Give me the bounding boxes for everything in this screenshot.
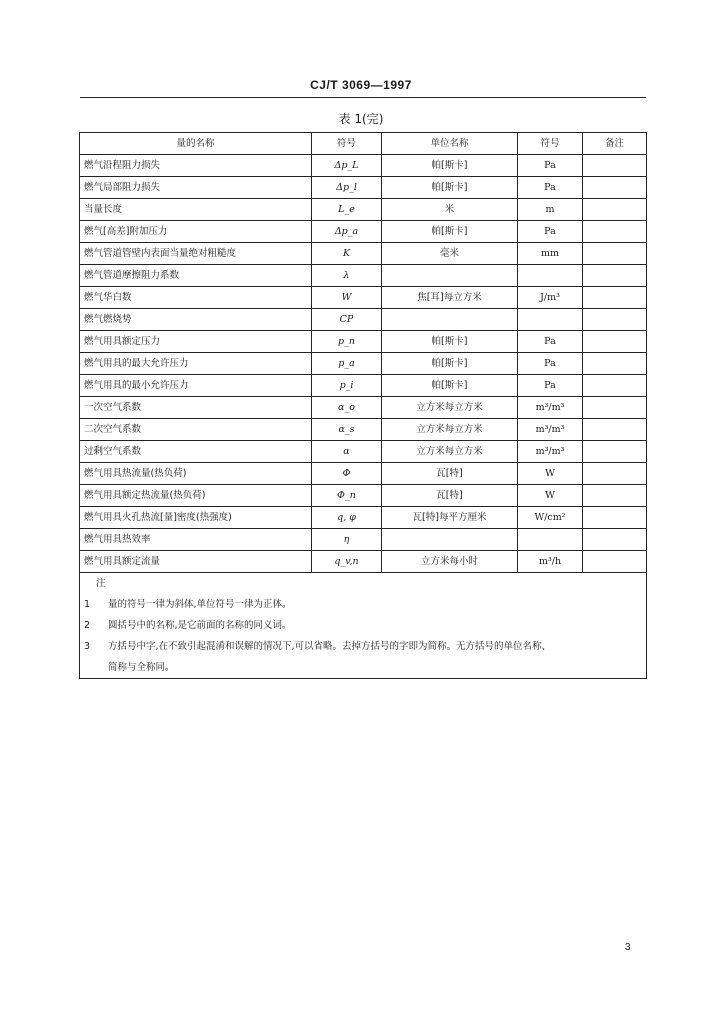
quantity-name-cell: 二次空气系数 [80,419,312,441]
unit-symbol-cell: W [518,463,583,485]
unit-symbol-cell: m³/m³ [518,419,583,441]
quantity-symbol-cell: CP [312,309,382,331]
quantity-name-cell: 燃气用具热流量(热负荷) [80,463,312,485]
note-item [84,636,642,657]
table-row [80,199,647,221]
table-row [80,309,647,331]
quantity-symbol-cell: q, φ [312,507,382,529]
quantity-name-cell: 燃气用具额定热流量(热负荷) [80,485,312,507]
unit-symbol-cell: Pa [518,353,583,375]
unit-name-cell: 瓦[特]每平方厘米 [382,507,518,529]
quantity-symbol-cell: η [312,529,382,551]
quantity-symbol-cell: α_s [312,419,382,441]
table-body [80,155,647,573]
unit-name-cell: 立方米每小时 [382,551,518,573]
quantity-name-cell: 燃气用具额定压力 [80,331,312,353]
unit-symbol-cell: m³/h [518,551,583,573]
unit-symbol-cell: W [518,485,583,507]
table-row [80,441,647,463]
remark-cell [583,375,647,397]
remark-cell [583,463,647,485]
unit-name-cell: 帕[斯卡] [382,375,518,397]
remark-cell [583,507,647,529]
table-row [80,419,647,441]
table-row [80,551,647,573]
quantity-symbol-cell: Δp_l [312,177,382,199]
unit-symbol-cell: Pa [518,221,583,243]
table-row [80,155,647,177]
quantity-symbol-cell: Δp_a [312,221,382,243]
unit-name-cell: 立方米每立方米 [382,397,518,419]
remark-cell [583,287,647,309]
quantity-symbol-cell: Δp_L [312,155,382,177]
unit-name-cell: 帕[斯卡] [382,221,518,243]
quantity-name-cell: 燃气用具热效率 [80,529,312,551]
column-header-quantity-symbol: 符号 [312,133,382,155]
quantity-symbol-cell: Φ_n [312,485,382,507]
unit-name-cell: 立方米每立方米 [382,441,518,463]
unit-name-cell: 焦[耳]每立方米 [382,287,518,309]
remark-cell [583,441,647,463]
quantity-name-cell: 燃气管道管壁内表面当量绝对粗糙度 [80,243,312,265]
table-row [80,463,647,485]
quantity-name-cell: 燃气华白数 [80,287,312,309]
unit-name-cell [382,265,518,287]
note-text: 量的符号一律为斜体,单位符号一律为正体。 [108,599,292,610]
table-row [80,221,647,243]
unit-symbol-cell: W/cm² [518,507,583,529]
table-row [80,265,647,287]
unit-symbol-cell: Pa [518,177,583,199]
unit-name-cell [382,529,518,551]
remark-cell [583,265,647,287]
remark-cell [583,177,647,199]
table-header-row [80,133,647,155]
unit-symbol-cell: m³/m³ [518,397,583,419]
quantity-name-cell: 一次空气系数 [80,397,312,419]
quantity-symbol-cell: α_o [312,397,382,419]
remark-cell [583,221,647,243]
quantity-name-cell: 过剩空气系数 [80,441,312,463]
unit-symbol-cell: m [518,199,583,221]
note-number: 1 [84,599,91,610]
note-number: 2 [84,620,91,631]
quantity-name-cell: 燃气局部阻力损失 [80,177,312,199]
remark-cell [583,551,647,573]
notes-title: 注 [96,578,106,589]
unit-symbol-cell: m³/m³ [518,441,583,463]
unit-name-cell: 帕[斯卡] [382,177,518,199]
column-header-quantity-name: 量的名称 [80,133,312,155]
quantity-symbol-cell: Φ [312,463,382,485]
note-text: 圆括号中的名称,是它前面的名称的同义词。 [108,620,292,631]
note-item [84,594,642,615]
remark-cell [583,155,647,177]
table-row [80,375,647,397]
unit-name-cell: 米 [382,199,518,221]
quantity-name-cell: 燃气用具额定流量 [80,551,312,573]
unit-symbol-cell: Pa [518,375,583,397]
table-row [80,243,647,265]
table-row [80,353,647,375]
quantity-symbol-cell: L_e [312,199,382,221]
unit-symbol-cell [518,265,583,287]
remark-cell [583,419,647,441]
quantity-symbol-cell: p_n [312,331,382,353]
page-number: 3 [625,942,631,953]
remark-cell [583,331,647,353]
quantity-name-cell: 燃气管道摩擦阻力系数 [80,265,312,287]
table-row [80,485,647,507]
unit-name-cell: 立方米每立方米 [382,419,518,441]
unit-name-cell: 瓦[特] [382,485,518,507]
remark-cell [583,199,647,221]
unit-symbol-cell: Pa [518,331,583,353]
quantity-name-cell: 当量长度 [80,199,312,221]
unit-symbol-cell [518,309,583,331]
unit-name-cell [382,309,518,331]
standard-code-header: CJ/T 3069—1997 [310,78,412,92]
remark-cell [583,397,647,419]
note-continuation: 简称与全称同。 [108,662,175,673]
unit-symbol-cell: J/m³ [518,287,583,309]
quantity-name-cell: 燃气用具火孔热流[量]密度(热强度) [80,507,312,529]
note-text: 方括号中字,在不致引起混淆和误解的情况下,可以省略。去掉方括号的字即为简称。无方括号的单位名称、 [108,641,552,652]
column-header-remark: 备注 [583,133,647,155]
table-row [80,397,647,419]
unit-symbol-cell [518,529,583,551]
quantity-name-cell: 燃气燃烧势 [80,309,312,331]
quantity-name-cell: 燃气[高差]附加压力 [80,221,312,243]
unit-name-cell: 帕[斯卡] [382,353,518,375]
remark-cell [583,309,647,331]
quantity-symbol-cell: q_v,n [312,551,382,573]
table-row [80,529,647,551]
note-number: 3 [84,641,91,652]
quantity-name-cell: 燃气用具的最小允许压力 [80,375,312,397]
quantity-symbol-cell: p_a [312,353,382,375]
quantity-name-cell: 燃气沿程阻力损失 [80,155,312,177]
quantity-symbol-cell: p_i [312,375,382,397]
table-row [80,507,647,529]
unit-symbol-cell: Pa [518,155,583,177]
unit-name-cell: 帕[斯卡] [382,155,518,177]
notes-row [80,573,647,679]
table-title: 表 1(完) [338,112,384,126]
remark-cell [583,485,647,507]
quantity-symbol-cell: K [312,243,382,265]
unit-name-cell: 帕[斯卡] [382,331,518,353]
quantity-table [79,132,647,679]
column-header-unit-name: 单位名称 [382,133,518,155]
unit-name-cell: 瓦[特] [382,463,518,485]
quantity-symbol-cell: W [312,287,382,309]
notes-cell [80,573,647,679]
unit-symbol-cell: mm [518,243,583,265]
unit-name-cell: 毫米 [382,243,518,265]
table-row [80,177,647,199]
quantity-name-cell: 燃气用具的最大允许压力 [80,353,312,375]
quantity-symbol-cell: λ [312,265,382,287]
table-row [80,331,647,353]
quantity-symbol-cell: α [312,441,382,463]
remark-cell [583,529,647,551]
remark-cell [583,353,647,375]
column-header-unit-symbol: 符号 [518,133,583,155]
header-divider [80,97,646,98]
table-row [80,287,647,309]
note-item [84,615,642,636]
remark-cell [583,243,647,265]
